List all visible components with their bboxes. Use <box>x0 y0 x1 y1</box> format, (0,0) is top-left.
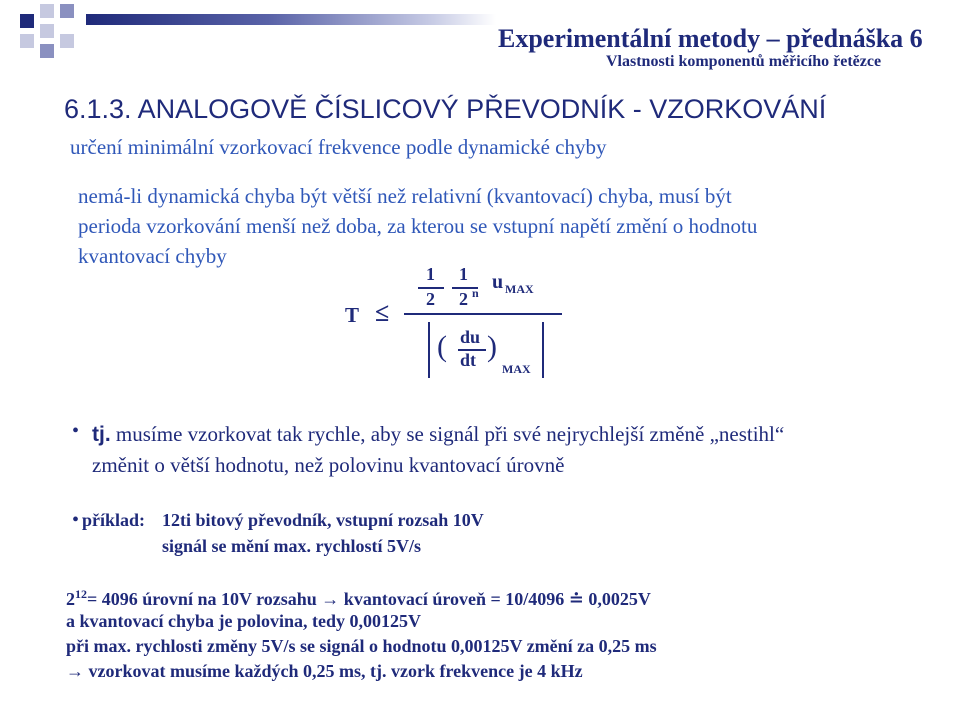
formula-max-subscript: MAX <box>502 362 531 376</box>
example-line: 12ti bitový převodník, vstupní rozsah 10V <box>162 510 484 530</box>
section-heading <box>64 94 826 125</box>
decor-square <box>60 4 74 18</box>
bullet-paragraph <box>92 419 932 480</box>
formula-two: 2 <box>426 289 435 309</box>
formula-one: 1 <box>459 264 468 284</box>
formula-du: du <box>460 327 481 347</box>
abs-bar-right <box>542 322 544 378</box>
calc-line: → vzorkovat musíme každých 0,25 ms, tj. vzork frekvence je 4 kHz <box>66 661 583 681</box>
bullet-line: musíme vzorkovat tak rychle, aby se signál při své nejrychlejší změně „nestihl“ <box>110 422 785 446</box>
formula-exponent: n <box>472 286 479 300</box>
decor-square <box>20 34 34 48</box>
abs-bar-left <box>428 322 430 378</box>
bullet-marker: • <box>72 509 80 531</box>
calc-line <box>66 587 651 610</box>
bullet-line: změnit o větší hodnotu, než polovinu kvantovací úrovně <box>92 453 565 477</box>
bullet-lead: tj. <box>92 423 111 446</box>
calc-line: a kvantovací chyba je polovina, tedy 0,00125V <box>66 611 422 631</box>
formula-paren-close: ) <box>487 330 497 363</box>
decor-square <box>40 4 54 18</box>
page-title: Experimentální metody – přednáška 6 <box>498 24 923 53</box>
section-subheading: určení minimální vzorkovací frekvence podle dynamické chyby <box>70 135 607 159</box>
formula-dt: dt <box>460 350 477 370</box>
formula-relation: ≤ <box>375 298 390 327</box>
decor-square <box>40 44 54 58</box>
section-number: 6.1.3. <box>64 94 132 124</box>
example-line: signál se mění max. rychlostí 5V/s <box>162 536 421 556</box>
intro-line: kvantovací chyby <box>78 244 227 268</box>
calc-line: při max. rychlosti změny 5V/s se signál o hodnotu 0,00125V změní za 0,25 ms <box>66 636 657 656</box>
calc-line-rest: = 4096 úrovní na 10V rozsahu → kvantovací úroveň = 10/4096 ≐ 0,0025V <box>87 589 651 609</box>
intro-line: perioda vzorkování menší než doba, za kterou se vstupní napětí změní o hodnotu <box>78 214 758 238</box>
decor-square <box>60 34 74 48</box>
formula-two: 2 <box>459 289 468 309</box>
formula-lhs: T <box>345 303 360 327</box>
section-title: ANALOGOVĚ ČÍSLICOVÝ PŘEVODNÍK - VZORKOVÁNÍ <box>137 94 827 124</box>
formula-u-subscript: MAX <box>505 282 534 296</box>
decor-square <box>20 14 34 28</box>
calc-base: 2 <box>66 589 75 609</box>
formula-u: u <box>492 271 504 293</box>
page-subtitle: Vlastnosti komponentů měřicího řetězce <box>606 53 882 70</box>
intro-line: nemá-li dynamická chyba být větší než relativní (kvantovací) chyba, musí být <box>78 184 732 208</box>
calc-exponent: 12 <box>75 587 87 601</box>
main-fraction-bar <box>404 313 562 315</box>
formula-one: 1 <box>426 264 435 284</box>
bullet-marker: • <box>72 420 80 442</box>
header-gradient-bar <box>86 14 496 25</box>
example-label: příklad: <box>82 510 146 530</box>
decor-square <box>40 24 54 38</box>
intro-paragraph <box>78 181 938 271</box>
formula-paren-open: ( <box>437 330 447 363</box>
